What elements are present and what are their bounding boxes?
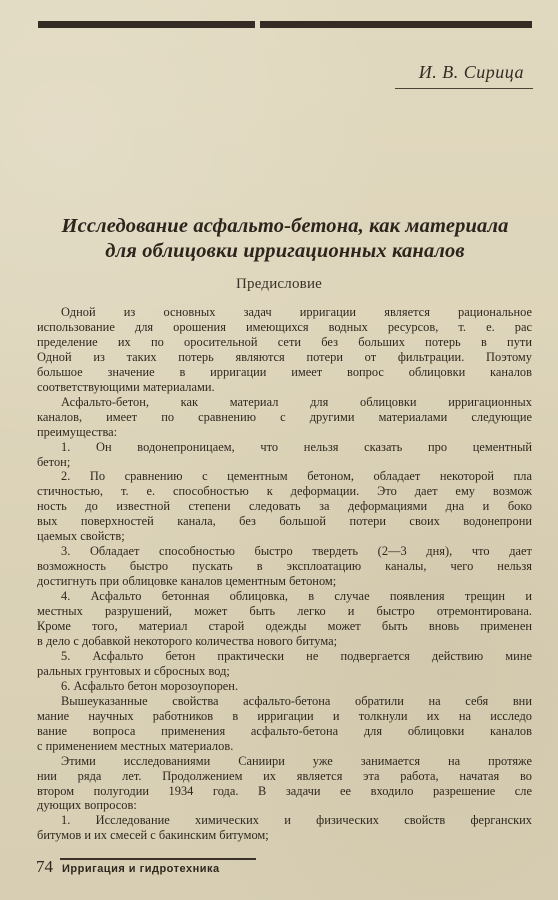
- body-line: большое значение в ирригации имеет вопрос облицовки каналов: [37, 364, 532, 379]
- body-line: 4. Асфальто бетонная облицовка, в случае появления трещин и: [61, 589, 532, 604]
- article-body: [37, 305, 532, 843]
- author-underline: [395, 88, 533, 89]
- body-line: в дело с добавкой некоторого количества нового битума;: [37, 633, 338, 648]
- body-line: битумов и их смесей с бакинским битумом;: [37, 828, 269, 843]
- body-line: втором полугодии 1934 года. В задачи ее входило разрешение сле: [37, 783, 532, 798]
- body-line: Одной из таких потерь являются потери от фильтрации. Поэтому: [37, 349, 532, 364]
- body-line: возможность быстро пускать в эксплоатацию каналы, чего нельзя: [37, 559, 532, 574]
- body-line: каналов, имеет по сравнению с другими материалами следующие: [37, 409, 532, 424]
- journal-title: Ирригация и гидротехника: [62, 863, 220, 875]
- body-line: дующих вопросов:: [37, 798, 137, 813]
- author-name: И. В. Сирица: [418, 62, 524, 82]
- top-rule-left: [38, 21, 255, 28]
- page-footer: [36, 852, 256, 878]
- body-line: Этими исследованиями Саниири уже занимается на протяже: [61, 753, 532, 768]
- body-line: цаемых свойств;: [37, 529, 125, 544]
- body-line: 3. Обладает способностью быстро твердеть (2—3 дня), что дает: [61, 544, 532, 559]
- body-line: ральных грунтовых и сбросных вод;: [37, 663, 230, 678]
- body-line: с применением местных материалов.: [37, 738, 234, 753]
- body-line: достигнуть при облицовке каналов цементным бетоном;: [37, 574, 337, 589]
- body-line: 6. Асфальто бетон морозоупорен.: [61, 678, 239, 693]
- body-line: Вышеуказанные свойства асфальто-бетона обратили на себя вни: [61, 693, 532, 708]
- footer-rule: [60, 858, 256, 860]
- body-line: 1. Он водонепроницаем, что нельзя сказать про цементный: [61, 439, 532, 454]
- page-number: 74: [36, 857, 53, 876]
- body-line: мание научных работников в ирригации и толкнули их на исследо: [37, 708, 532, 723]
- body-line: вых поверхностей канала, без большой потери своих водонепрони: [37, 514, 532, 529]
- body-line: соответствующими материалами.: [37, 379, 215, 394]
- body-line: стичностью, т. е. способностью к деформации. Это дает ему возмож: [37, 484, 532, 499]
- body-line: Одной из основных задач ирригации является рациональное: [61, 305, 532, 319]
- article-title-line-1: Исследование асфальто-бетона, как материала: [61, 215, 509, 237]
- article-title-line-2: для облицовки ирригационных каналов: [105, 240, 465, 262]
- body-line: 5. Асфальто бетон практически не подвергается действию мине: [61, 648, 532, 663]
- body-line: бетон;: [37, 454, 71, 469]
- body-line: вание вопроса применения асфальто-бетона для облицовки каналов: [37, 723, 532, 738]
- body-line: местных разрушений, может быть легко и быстро отремонтирована.: [37, 604, 532, 619]
- top-rule-right: [260, 21, 532, 28]
- section-subtitle: Предисловие: [235, 276, 323, 292]
- body-line: преимущества:: [37, 424, 118, 439]
- body-line: 1. Исследование химических и физических свойств ферганских: [61, 813, 532, 828]
- article-title: [38, 214, 532, 264]
- body-line: использование для орошения имеющихся водных ресурсов, т. е. рас: [37, 319, 532, 334]
- body-line: нии ряда лет. Продолжением их является эта работа, начатая во: [37, 768, 532, 783]
- body-line: 2. По сравнению с цементным бетоном, обладает некоторой пла: [61, 469, 532, 484]
- body-line: Кроме того, материал старой одежды может быть вновь применен: [37, 619, 532, 634]
- body-line: ность до известной степени следовать за деформациями дна и боко: [37, 499, 532, 514]
- body-line: Асфальто-бетон, как материал для облицовки ирригационных: [61, 394, 532, 409]
- body-line: пределение их по оросительной сети без больших потерь в пути: [37, 334, 532, 349]
